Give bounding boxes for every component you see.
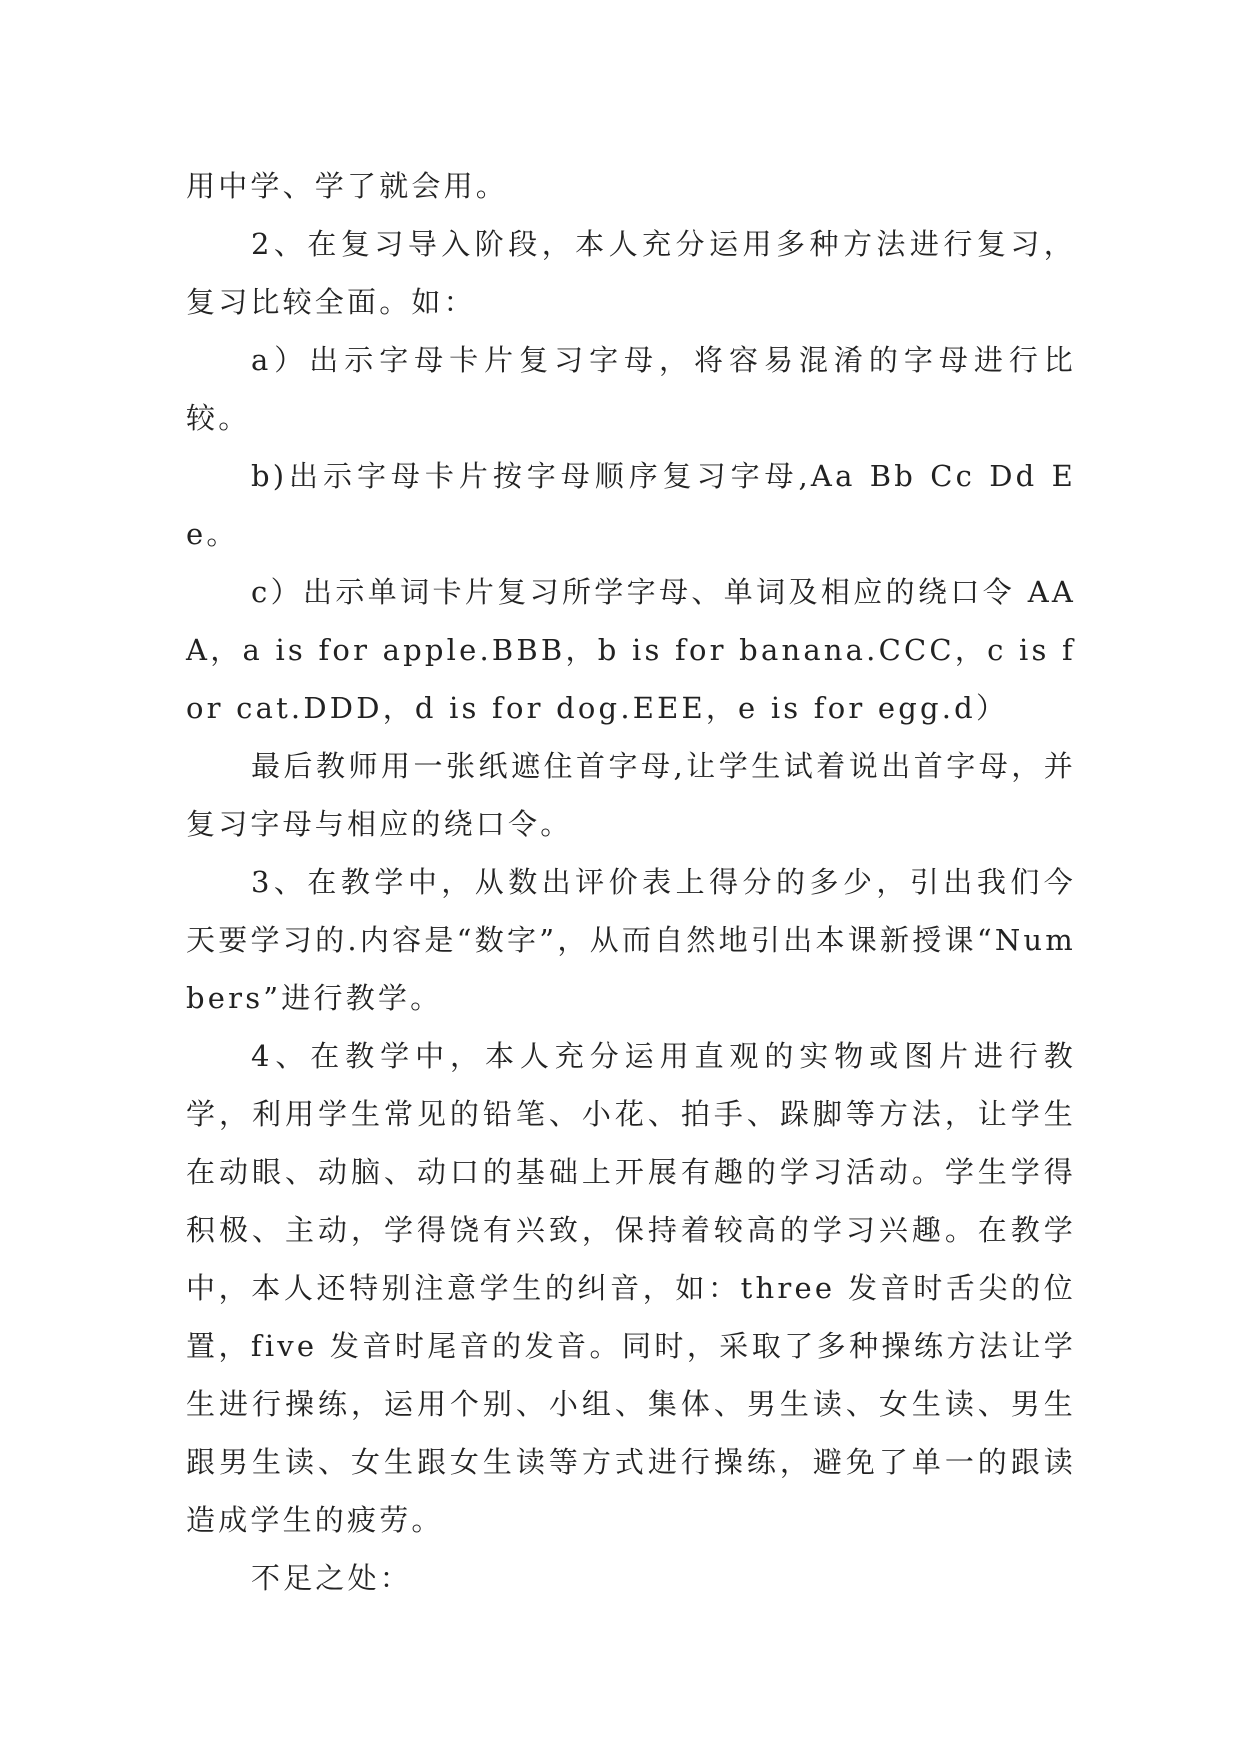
document-body <box>186 157 1076 1607</box>
paragraph-point-b: b)出示字母卡片按字母顺序复习字母,Aa Bb Cc Dd Ee。 <box>186 459 1076 551</box>
paragraph-point-2: 2、在复习导入阶段，本人充分运用多种方法进行复习，复习比较全面。如： <box>186 227 1076 319</box>
paragraph-point-3: 3、在教学中，从数出评价表上得分的多少，引出我们今天要学习的.内容是“数字”，从而自然地引出本课新授课“Numbers”进行教学。 <box>186 865 1076 1015</box>
paragraph-point-a: a）出示字母卡片复习字母，将容易混淆的字母进行比较。 <box>186 343 1076 435</box>
paragraph-point-c: c）出示单词卡片复习所学字母、单词及相应的绕口令 AAA，a is for apple.BBB，b is for banana.CCC，c is for cat.DDD，d is for dog.EEE，e is for egg.d） <box>186 575 1076 725</box>
paragraph-shortcomings-heading: 不足之处： <box>251 1561 413 1595</box>
paragraph-continuation: 用中学、学了就会用。 <box>186 169 509 203</box>
paragraph-final-review: 最后教师用一张纸遮住首字母,让学生试着说出首字母，并复习字母与相应的绕口令。 <box>186 749 1076 841</box>
paragraph-point-4: 4、在教学中，本人充分运用直观的实物或图片进行教学，利用学生常见的铅笔、小花、拍手、跺脚等方法，让学生在动眼、动脑、动口的基础上开展有趣的学习活动。学生学得积极、主动，学得饶有兴致，保持着较高的学习兴趣。在教学中，本人还特别注意学生的纠音，如：three 发音时舌尖的位置，five 发音时尾音的发音。同时，采取了多种操练方法让学生进行操练，运用个别、小组、集体、男生读、女生读、男生跟男生读、女生跟女生读等方式进行操练，避免了单一的跟读造成学生的疲劳。 <box>186 1039 1076 1537</box>
